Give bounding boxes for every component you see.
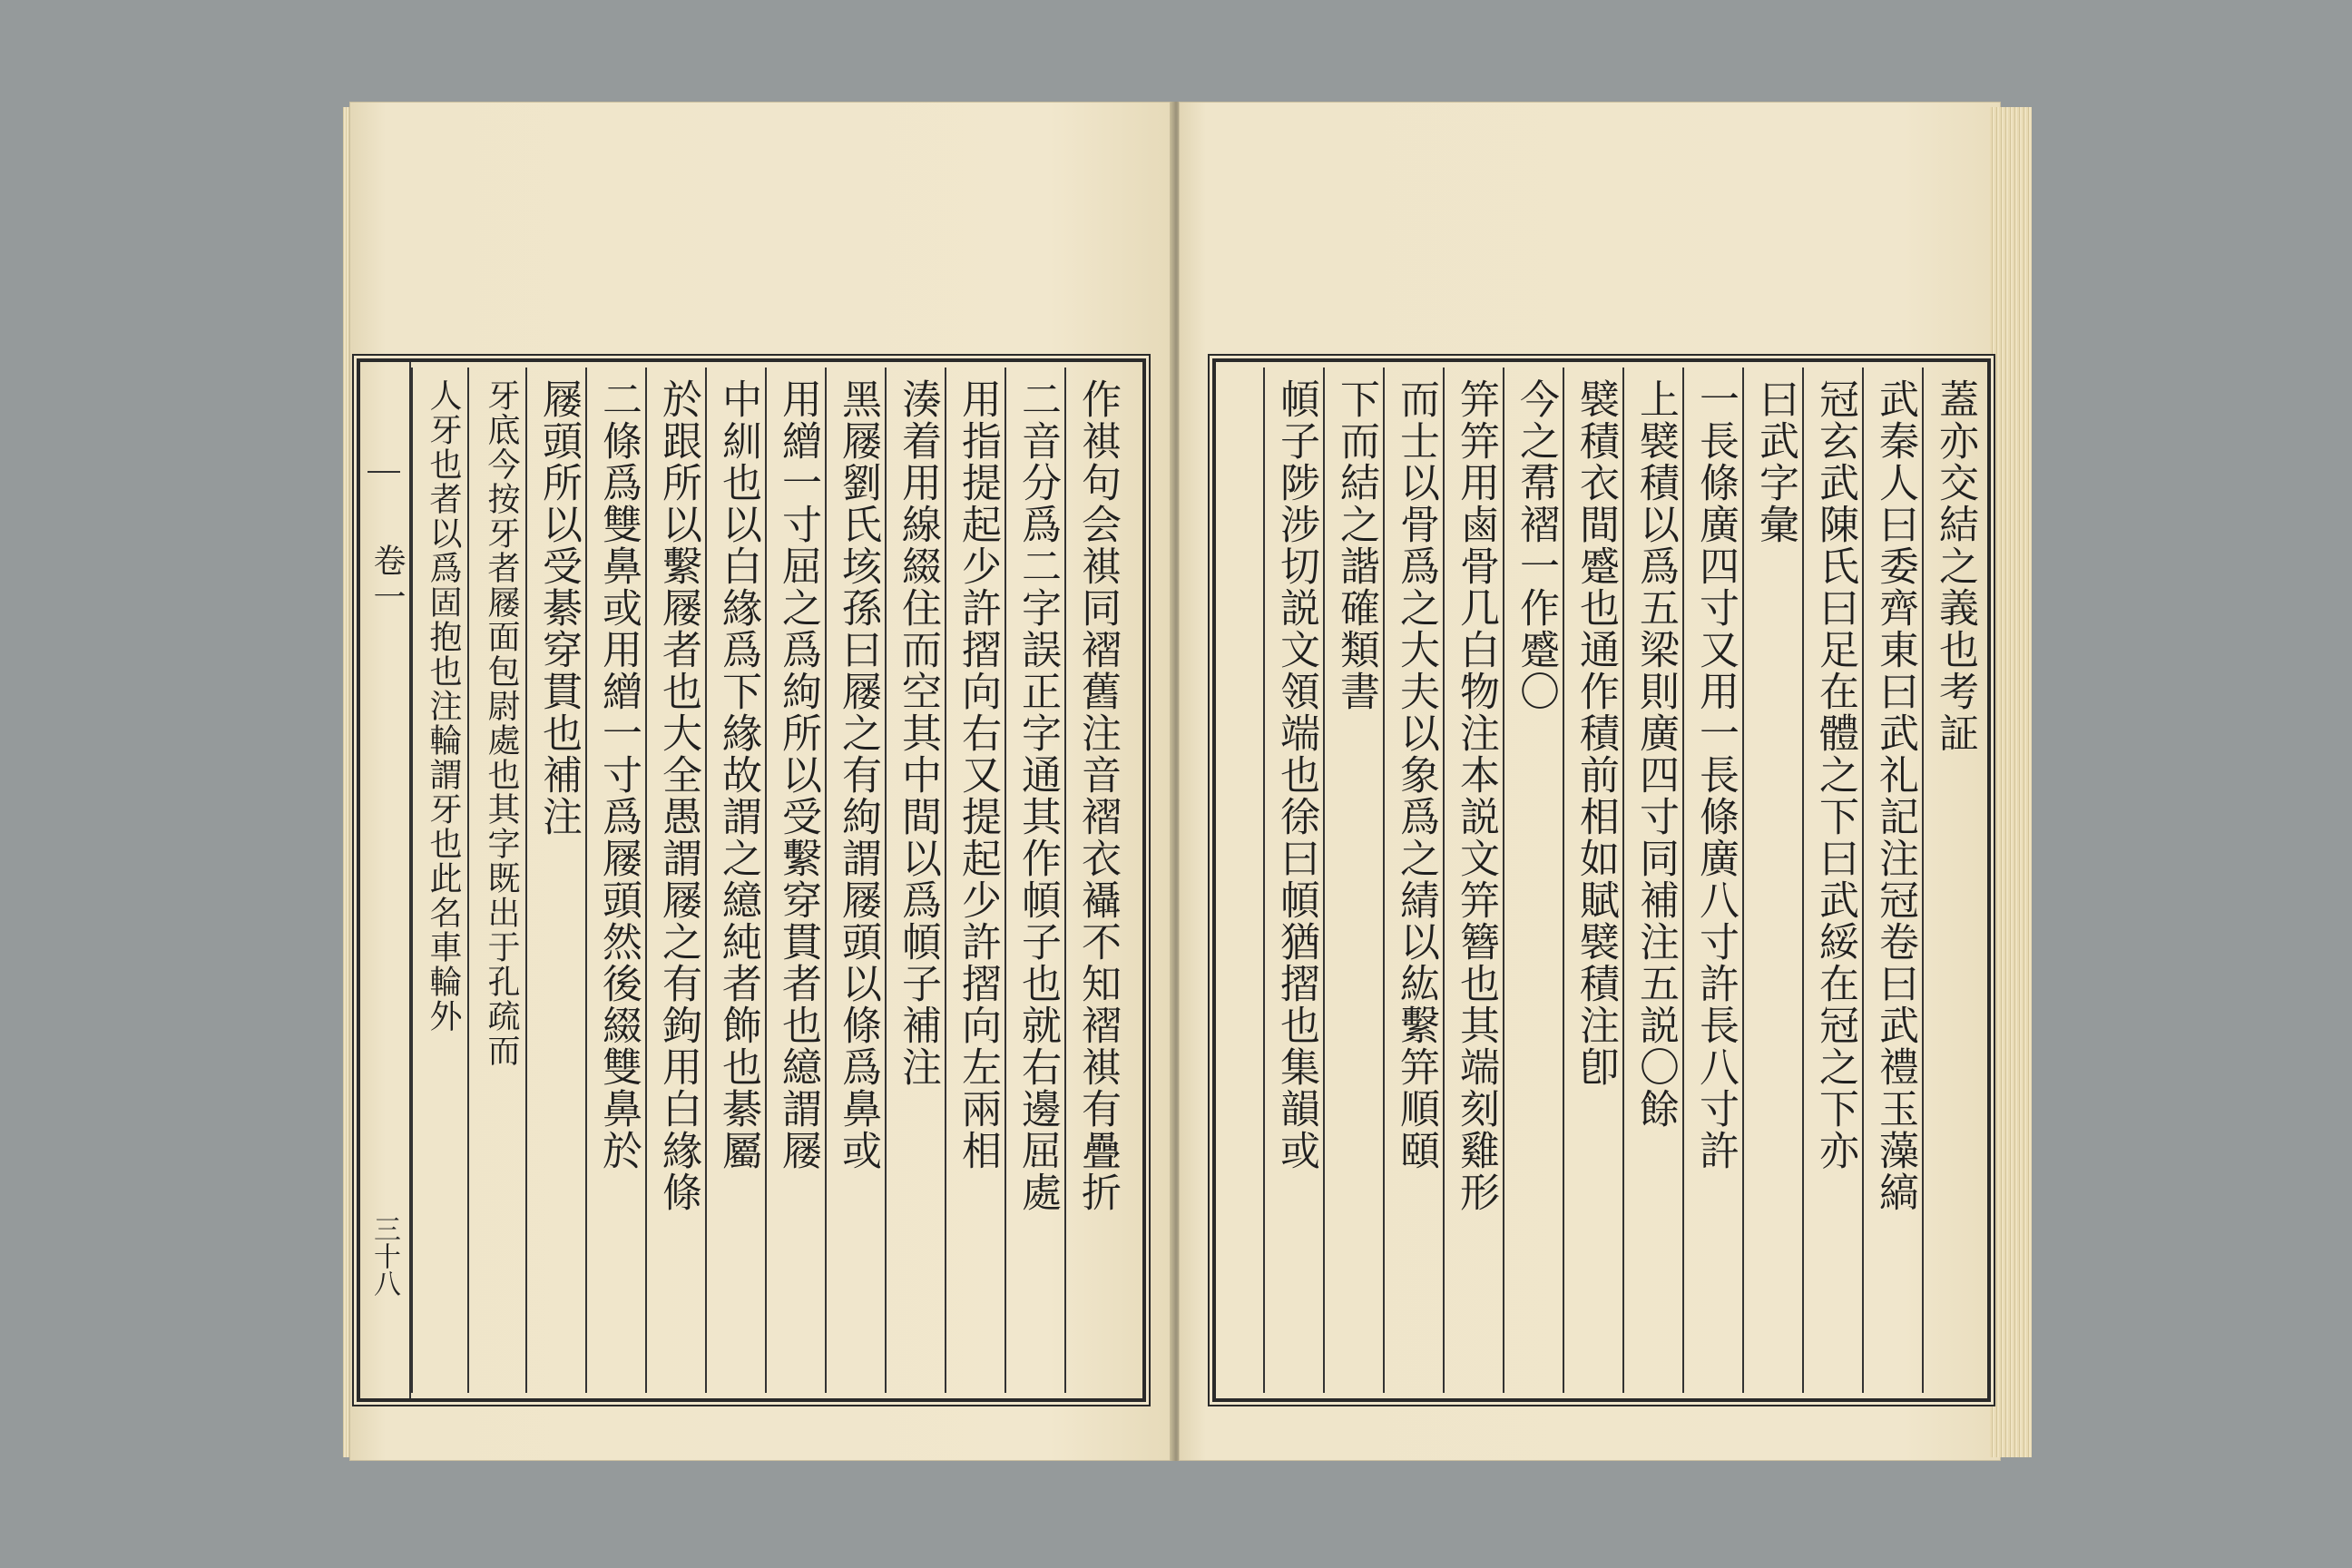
text-column: 於跟所以繫屦者也大全愚謂屦之有鉤用白緣條 [645,368,705,1393]
text-column: 襞積衣間蹙也通作積前相如賦襞積注卽 [1563,368,1622,1393]
text-column: 武秦人曰委齊東曰武礼記注冠卷曰武禮玉藻縞 [1862,368,1922,1393]
text-column: 而士以骨爲之大夫以象爲之綪以紘繫笄順頤 [1383,368,1443,1393]
text-column: 幁子陟涉切説文領端也徐曰幁猶摺也集韻或 [1263,368,1323,1393]
right-text-frame [1212,358,1991,1402]
text-column: 作褀句会褀同褶舊注音褶衣襵不知褶褀有疊折 [1064,368,1124,1393]
text-column: 二音分爲二字誤正字通其作幁子也就右邊屈處 [1004,368,1064,1393]
center-fold-strip [360,362,411,1398]
text-column: 今之帬褶一作蹙〇 [1503,368,1563,1393]
text-column: 湊着用線綴住而空其中間以爲幁子補注 [885,368,945,1393]
text-column: 笄笄用鹵骨几白物注本説文笄簪也其端刻雞形 [1443,368,1503,1393]
right-page-edges [1990,107,2032,1457]
text-column: 黑屦劉氏垓孫曰屦之有絇謂屦頭以條爲鼻或 [825,368,885,1393]
text-column: 中紃也以白緣爲下緣故謂之繶純者飾也綦屬 [705,368,765,1393]
text-column: 一長條廣四寸又用一長條廣八寸許長八寸許 [1682,368,1742,1393]
text-column: 用繒一寸屈之爲絇所以受繫穿貫者也繶謂屦 [765,368,825,1393]
text-column: 人牙也者以爲固抱也注輪謂牙也此名車輪外 [411,368,467,1393]
text-column: 蓋亦交結之義也考証 [1922,368,1982,1393]
text-column: 屦頭所以受綦穿貫也補注 [525,368,585,1393]
volume-label: 卷一 [368,544,406,616]
text-column: 二條爲雙鼻或用繒一寸爲屦頭然後綴雙鼻於 [585,368,645,1393]
text-column: 牙底今按牙者屦面包尉處也其字既出于孔疏而 [467,368,525,1393]
text-column: 下而結之諧確類書 [1323,368,1383,1393]
left-text-frame [357,358,1146,1402]
fishtail-mark [368,471,400,473]
text-column: 冠玄武陳氏曰足在體之下曰武綏在冠之下亦 [1802,368,1862,1393]
text-column: 曰武字彙 [1742,368,1802,1393]
text-column: 用指提起少許摺向右又提起少許摺向左兩相 [945,368,1004,1393]
folio-number: 三十八 [368,1215,400,1297]
text-column: 上襞積以爲五梁則廣四寸同補注五説〇餘 [1622,368,1682,1393]
